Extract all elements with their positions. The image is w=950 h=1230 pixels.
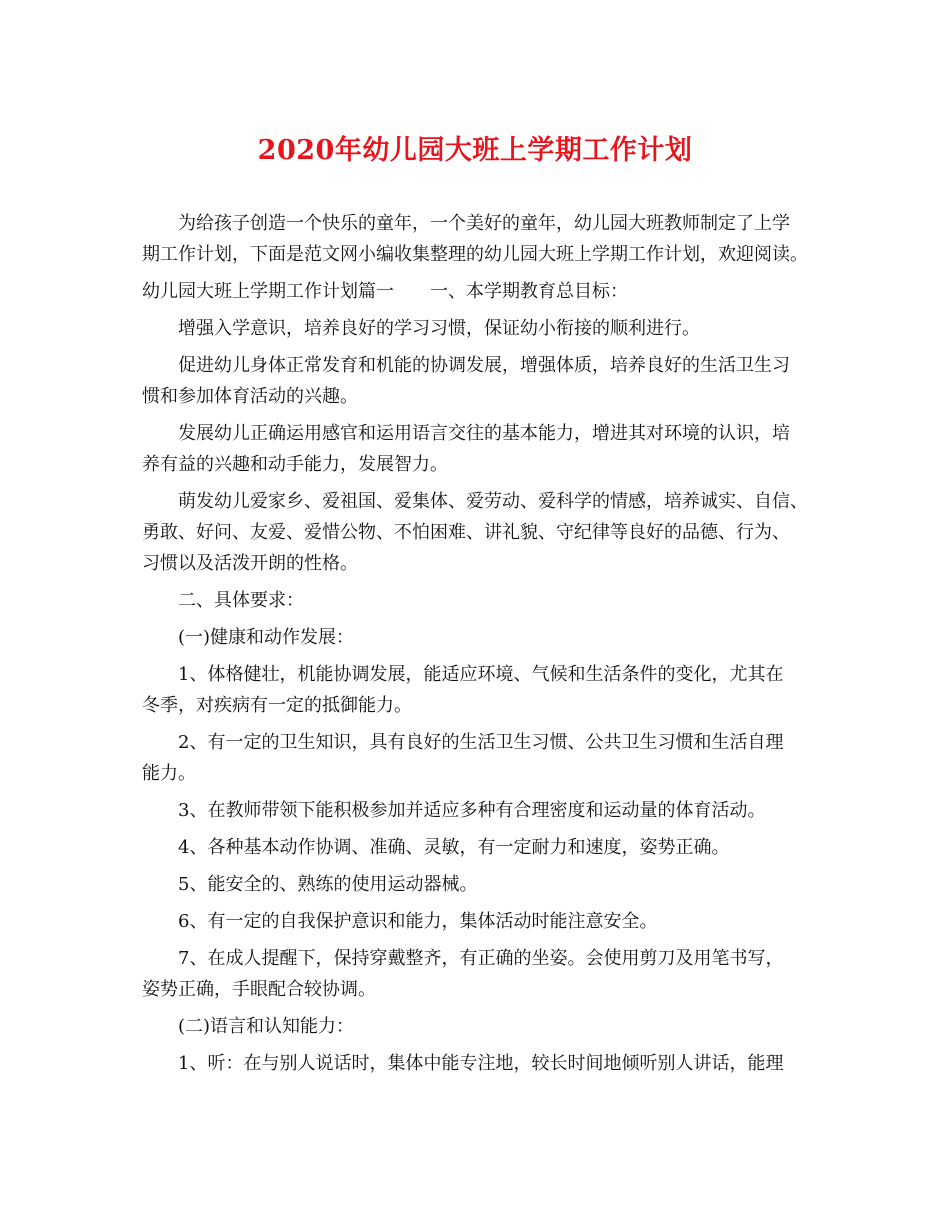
paragraph-line: 2、有一定的卫生知识，具有良好的生活卫生习惯、公共卫生习惯和生活自理 [178,732,784,753]
body-paragraph [142,208,832,270]
paragraph-line: 养有益的兴趣和动手能力，发展智力。 [142,454,448,475]
body-paragraph [142,622,832,653]
paragraph-line: 5、能安全的、熟练的使用运动器械。 [178,874,478,895]
body-paragraph [142,659,832,721]
paragraph-line: 冬季，对疾病有一定的抵御能力。 [142,695,412,716]
paragraph-line: 能力。 [142,763,196,784]
paragraph-line: 习惯以及活泼开朗的性格。 [142,553,358,574]
body-paragraph [142,832,832,863]
body-paragraph [142,585,832,616]
body-paragraph [142,795,832,826]
paragraph-line: 幼儿园大班上学期工作计划篇一 一、本学期教育总目标： [142,281,628,302]
paragraph-line: (二)语言和认知能力： [178,1016,355,1037]
body-paragraph [142,869,832,900]
paragraph-line: 6、有一定的自我保护意识和能力，集体活动时能注意安全。 [178,911,658,932]
paragraph-line: 4、各种基本动作协调、准确、灵敏，有一定耐力和速度，姿势正确。 [178,837,730,858]
body-paragraph [142,418,832,480]
paragraph-line: 姿势正确，手眼配合较协调。 [142,979,376,1000]
paragraph-line: 1、听：在与别人说话时，集体中能专注地，较长时间地倾听别人讲话，能理 [178,1053,784,1074]
body-paragraph [142,727,832,789]
paragraph-line: 发展幼儿正确运用感官和运用语言交往的基本能力，增进其对环境的认识，培 [178,423,790,444]
paragraph-line: (一)健康和动作发展： [178,627,355,648]
body-paragraph [142,313,832,344]
document-body [142,208,832,1085]
paragraph-line: 惯和参加体育活动的兴趣。 [142,386,358,407]
paragraph-line: 期工作计划，下面是范文网小编收集整理的幼儿园大班上学期工作计划，欢迎阅读。 [142,244,808,265]
body-paragraph [142,350,832,412]
paragraph-line: 为给孩子创造一个快乐的童年，一个美好的童年，幼儿园大班教师制定了上学 [178,213,790,234]
paragraph-line: 3、在教师带领下能积极参加并适应多种有合理密度和运动量的体育活动。 [178,800,766,821]
body-paragraph [142,1048,832,1079]
body-paragraph [142,906,832,937]
body-paragraph [142,276,832,307]
document-title: 2020年幼儿园大班上学期工作计划 [257,135,693,166]
body-paragraph [142,486,832,579]
paragraph-line: 萌发幼儿爱家乡、爱祖国、爱集体、爱劳动、爱科学的情感，培养诚实、自信、 [178,491,808,512]
paragraph-line: 促进幼儿身体正常发育和机能的协调发展，增强体质，培养良好的生活卫生习 [178,355,790,376]
paragraph-line: 7、在成人提醒下，保持穿戴整齐，有正确的坐姿。会使用剪刀及用笔书写， [178,948,784,969]
paragraph-line: 二、具体要求： [178,590,304,611]
paragraph-line: 1、体格健壮，机能协调发展，能适应环境、气候和生活条件的变化，尤其在 [178,664,784,685]
body-paragraph [142,1011,832,1042]
paragraph-line: 增强入学意识，培养良好的学习习惯，保证幼小衔接的顺利进行。 [178,318,700,339]
body-paragraph [142,943,832,1005]
paragraph-line: 勇敢、好问、友爱、爱惜公物、不怕困难、讲礼貌、守纪律等良好的品德、行为、 [142,522,790,543]
